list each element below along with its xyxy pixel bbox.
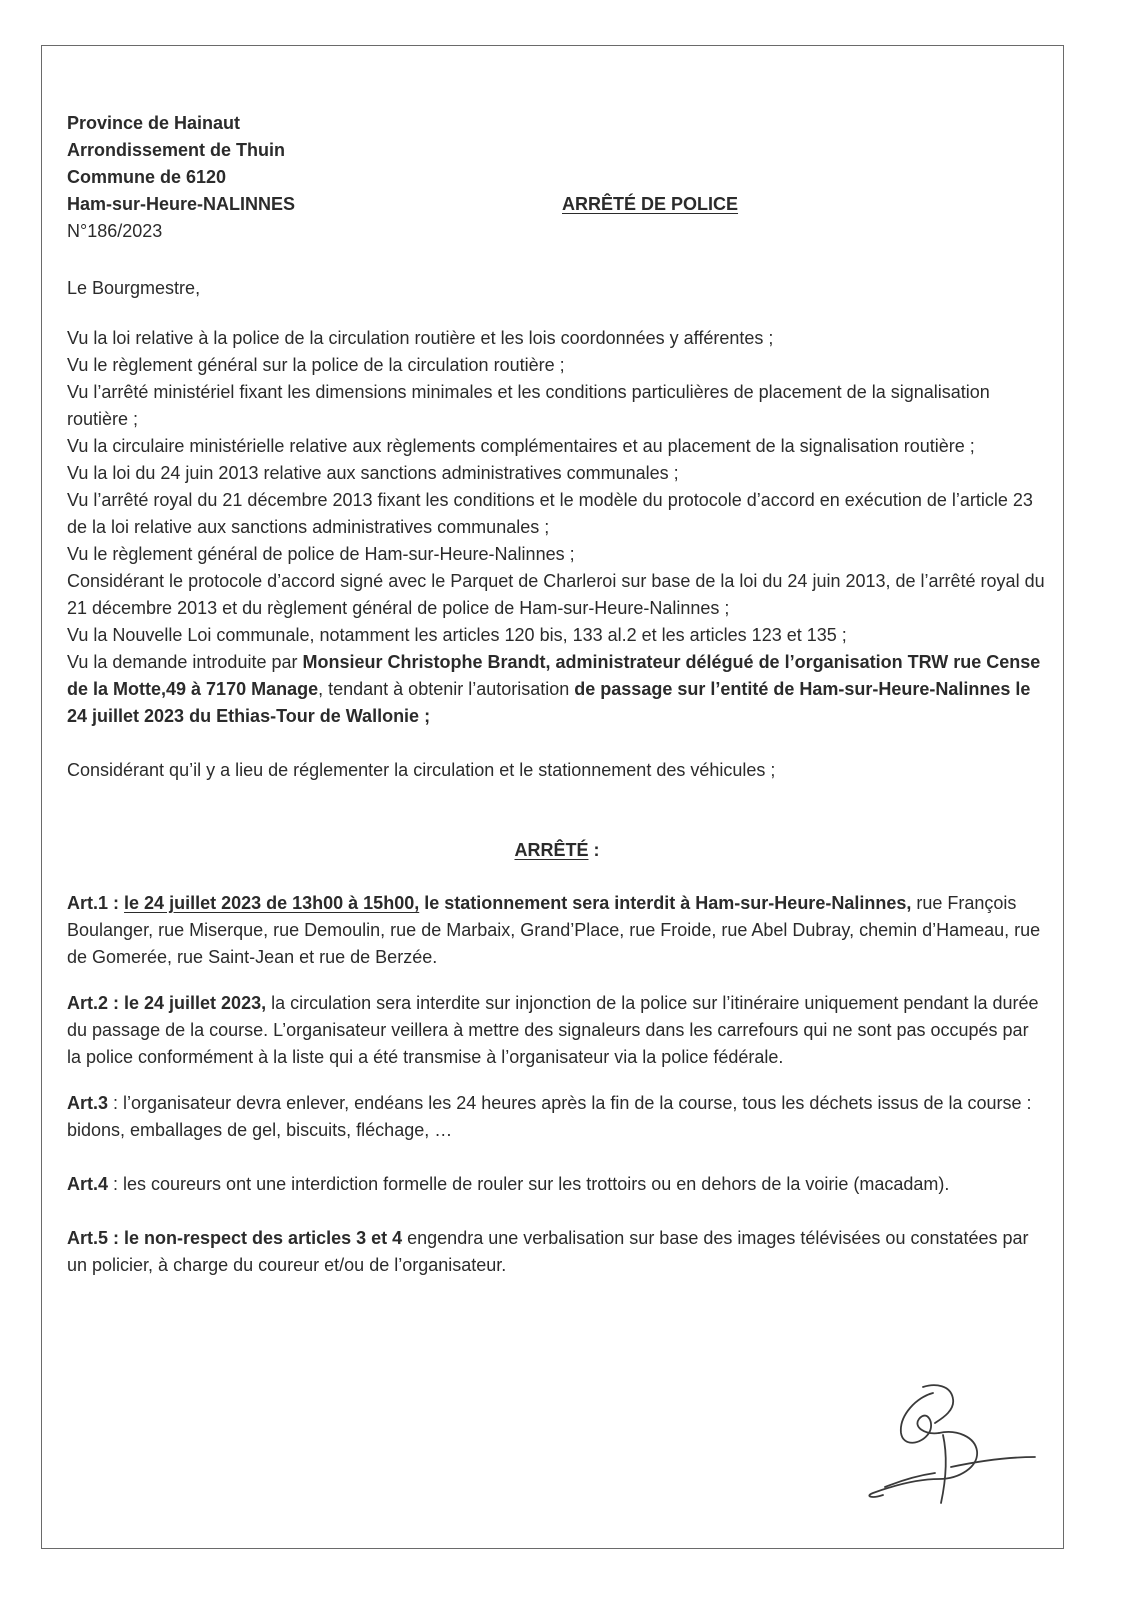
handwritten-signature <box>855 1375 1040 1515</box>
article-1-label: Art.1 : <box>67 893 120 913</box>
header-province: Province de Hainaut <box>67 113 241 133</box>
article-5-text: engendra une verbalisation sur base des images télévisées ou constatées par un policier, à charge du coureur et/ou de l’organisateur. <box>67 1228 1029 1275</box>
article-3-text: : l’organisateur devra enlever, endéans les 24 heures après la fin de la course, tous les déchets issus de la course : bidons, emballages de gel, biscuits, fléchage, … <box>67 1093 1032 1140</box>
article-2-text: la circulation sera interdite sur injonction de la police sur l’itinéraire uniquement pendant la durée du passage de la course. L’organisateur veillera à mettre des signaleurs dans les carrefours qui ne sont pas occupés par la police conformément à la liste qui a été transmise à l’organisateur via la police fédérale. <box>67 993 1039 1067</box>
considerant-item: Vu l’arrêté ministériel fixant les dimensions minimales et les conditions particulières de placement de la signalisation routière ; <box>67 382 990 429</box>
header-municipality: Ham-sur-Heure-NALINNES <box>67 194 296 214</box>
arrete-heading-suffix: : <box>588 840 600 860</box>
arrete-heading <box>67 837 1047 864</box>
demande-object: de passage sur l’entité de Ham-sur-Heure-Nalinnes le 24 juillet 2023 du Ethias-Tour de Wallonie ; <box>67 679 1031 726</box>
article-1-bold: le stationnement sera interdit à Ham-sur-Heure-Nalinnes, <box>419 893 912 913</box>
document-title: ARRÊTÉ DE POLICE <box>562 194 739 214</box>
article-1-date: le 24 juillet 2023 de 13h00 à 15h00, <box>124 893 420 913</box>
considerant-item: Vu le règlement général sur la police de la circulation routière ; <box>67 355 565 375</box>
considerant-item: Vu l’arrêté royal du 21 décembre 2013 fixant les conditions et le modèle du protocole d’accord en exécution de l’article 23 de la loi relative aux sanctions administratives communales ; <box>67 490 1033 537</box>
article-5-label: Art.5 : le non-respect des articles 3 et 4 <box>67 1228 403 1248</box>
article-1 <box>67 890 1047 971</box>
document-body <box>67 110 1047 1279</box>
article-4-text: : les coureurs ont une interdiction formelle de rouler sur les trottoirs ou en dehors de la voirie (macadam). <box>108 1174 950 1194</box>
considerant-item: Vu la Nouvelle Loi communale, notamment les articles 120 bis, 133 al.2 et les articles 123 et 135 ; <box>67 625 847 645</box>
considerant-final: Considérant qu’il y a lieu de réglementer la circulation et le stationnement des véhicules ; <box>67 760 776 780</box>
article-3 <box>67 1090 1047 1144</box>
article-4-label: Art.4 <box>67 1174 109 1194</box>
considerant-demande <box>67 649 1047 730</box>
header-arrondissement: Arrondissement de Thuin <box>67 140 286 160</box>
article-4 <box>67 1171 1047 1198</box>
considerants-list <box>67 325 1047 730</box>
considerant-item: Vu la loi du 24 juin 2013 relative aux sanctions administratives communales ; <box>67 463 679 483</box>
article-1-text: rue François Boulanger, rue Miserque, rue Demoulin, rue de Marbaix, Grand’Place, rue Froide, rue Abel Dubray, chemin d’Hameau, rue de Gomerée, rue Saint-Jean et rue de Berzée. <box>67 893 1041 967</box>
article-5 <box>67 1225 1047 1279</box>
arrete-heading-label: ARRÊTÉ <box>514 840 589 860</box>
header-commune: Commune de 6120 <box>67 167 227 187</box>
considerant-item: Vu la circulaire ministérielle relative aux règlements complémentaires et au placement de la signalisation routière ; <box>67 436 975 456</box>
document-number: N°186/2023 <box>67 221 163 241</box>
salutation: Le Bourgmestre, <box>67 278 201 298</box>
article-2 <box>67 990 1047 1071</box>
demande-middle: , tendant à obtenir l’autorisation <box>318 679 575 699</box>
article-3-label: Art.3 <box>67 1093 109 1113</box>
considerant-item: Vu le règlement général de police de Ham-sur-Heure-Nalinnes ; <box>67 544 575 564</box>
considerant-item: Considérant le protocole d’accord signé avec le Parquet de Charleroi sur base de la loi du 24 juin 2013, de l’arrêté royal du 21 décembre 2013 et du règlement général de police de Ham-sur-Heure-Nalinnes ; <box>67 571 1045 618</box>
document-header <box>67 110 1047 245</box>
article-2-label: Art.2 : le 24 juillet 2023, <box>67 993 267 1013</box>
considerant-item: Vu la loi relative à la police de la circulation routière et les lois coordonnées y afférentes ; <box>67 328 774 348</box>
demande-requester: Monsieur Christophe Brandt, administrateur délégué de l’organisation TRW rue Cense de la Motte,49 à 7170 Manage <box>67 652 1041 699</box>
demande-prefix: Vu la demande introduite par <box>67 652 303 672</box>
